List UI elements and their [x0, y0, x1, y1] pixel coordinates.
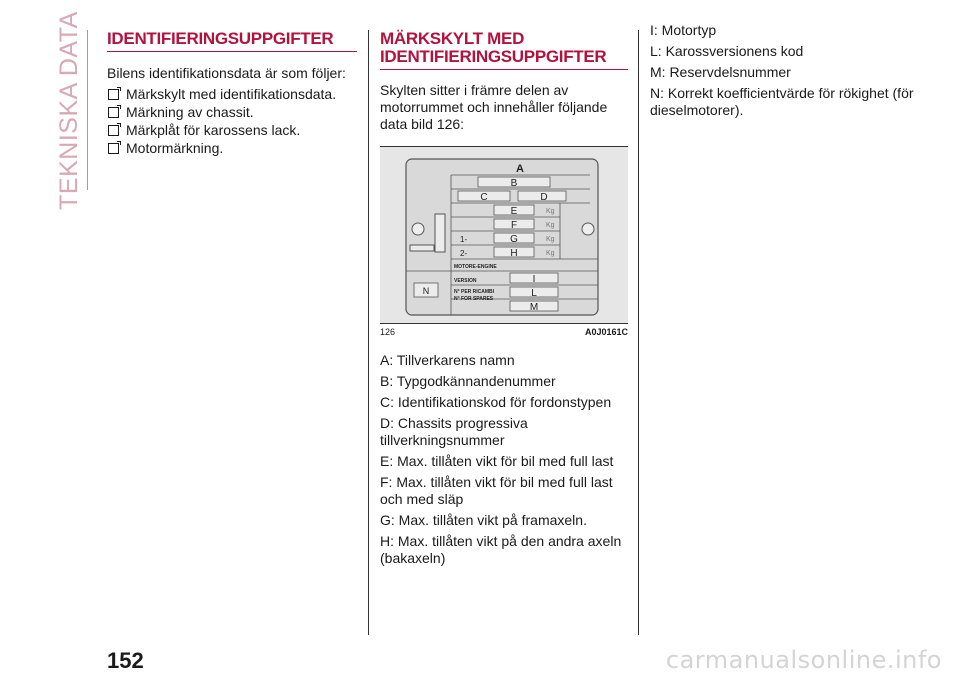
plate-item-list-continued [650, 22, 920, 119]
list-item [107, 121, 357, 139]
list-item: B: Typgodkännandenummer [380, 373, 556, 389]
plate-label-m: M [529, 302, 539, 313]
plate-figure [380, 146, 628, 324]
plate-label-l: L [531, 288, 537, 299]
column-divider-1 [368, 30, 369, 635]
plate-label-h: H [510, 248, 518, 259]
plate-label-d: D [540, 192, 548, 203]
list-item: F: Max. tillåten vikt för bil med full last och med släp [380, 474, 613, 507]
heading-plate-line2: IDENTIFIERINGSUPPGIFTER [380, 47, 607, 66]
plate-motor-label: MOTORE-ENGINE [454, 264, 497, 270]
plate-label-g: G [510, 234, 518, 245]
checkbox-bullet-icon [108, 89, 119, 100]
list-item-text: Märkning av chassit. [126, 104, 254, 120]
section-tab-label: TEKNISKA DATA [54, 10, 83, 210]
plate-version-label: VERSION [454, 278, 477, 284]
list-item: H: Max. tillåten vikt på den andra axeln (bakaxeln) [380, 533, 622, 566]
column-plate-continued [650, 22, 920, 123]
list-item [107, 139, 357, 157]
page-number: 152 [107, 648, 144, 673]
plate-row-2: 2- [460, 249, 468, 258]
plate-intro: Skylten sitter i främre delen av motorrummet och innehåller följande data bild 126: [380, 82, 608, 132]
plate-spares-label-2: N° FOR SPARES [454, 296, 494, 302]
heading-plate-line1: MÄRKSKYLT MED [380, 29, 525, 48]
list-item-text: Märkskylt med identifikationsdata. [126, 86, 337, 102]
identification-list [107, 85, 357, 157]
list-item: D: Chassits progressiva tillverkningsnummer [380, 415, 528, 448]
figure-code: A0J0161C [584, 327, 628, 337]
list-item: I: Motortyp [650, 22, 717, 38]
list-item: N: Korrekt koefficientvärde för rökighet (för dieselmotorer). [650, 85, 914, 118]
plate-row-1: 1- [460, 235, 468, 244]
list-item: L: Karossversionens kod [650, 43, 804, 59]
checkbox-bullet-icon [108, 125, 119, 136]
heading-plate [380, 30, 628, 70]
plate-label-n: N [422, 286, 430, 296]
checkbox-bullet-icon [108, 107, 119, 118]
list-item: M: Reservdelsnummer [650, 64, 791, 80]
column-identification [107, 30, 357, 157]
section-tab [52, 10, 86, 210]
list-item [107, 103, 357, 121]
list-item-text: Märkplåt för karossens lack. [126, 122, 301, 138]
plate-kg-2: Kg [546, 222, 555, 229]
plate-kg-1: Kg [546, 208, 555, 215]
plate-kg-3: Kg [546, 236, 555, 243]
list-item: E: Max. tillåten vikt för bil med full last [380, 453, 614, 469]
column-divider-2 [638, 30, 639, 635]
plate-kg-4: Kg [546, 250, 555, 257]
column-plate [380, 30, 628, 571]
plate-label-a: A [516, 163, 524, 175]
plate-label-c: C [480, 192, 488, 203]
identification-intro: Bilens identifikationsdata är som följer: [107, 65, 346, 81]
list-item-text: Motormärkning. [126, 140, 224, 156]
plate-label-e: E [510, 206, 518, 217]
figure-caption [380, 327, 628, 337]
plate-diagram [380, 147, 628, 323]
plate-item-list [380, 352, 628, 567]
list-item: C: Identifikationskod för fordonstypen [380, 394, 612, 410]
list-item: A: Tillverkarens namn [380, 352, 515, 368]
plate-spares-label-1: N° PER RICAMBI [454, 289, 495, 295]
section-tab-divider [87, 30, 88, 190]
plate-label-f: F [510, 220, 518, 231]
watermark: carmanualsonline.info [665, 646, 942, 674]
figure-number: 126 [380, 327, 396, 337]
plate-label-i: I [532, 274, 536, 285]
checkbox-bullet-icon [108, 143, 119, 154]
plate-label-b: B [510, 178, 518, 189]
heading-identification: IDENTIFIERINGSUPPGIFTER [107, 30, 357, 52]
list-item [107, 85, 357, 103]
list-item: G: Max. tillåten vikt på framaxeln. [380, 512, 587, 528]
